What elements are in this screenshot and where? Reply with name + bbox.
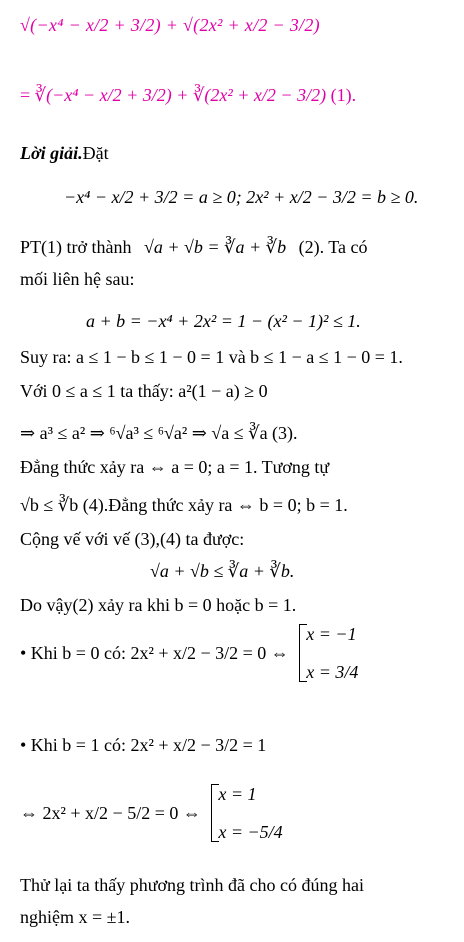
case-b1-solution-1: x = 1 [218,784,257,804]
equation-line-2-cuberoots: ∛(−x⁴ − x/2 + 3/2) + ∛(2x² + x/2 − 3/2) [34,85,327,105]
case-b1-equation: ⇔ 2x² + x/2 − 5/2 = 0 ⇔ [20,803,201,823]
case-b1-system [211,784,282,842]
cong-ve-line: Cộng vế với vế (3),(4) ta được: [20,529,245,549]
implies-line: ⇒ a³ ≤ a² ⇒ ⁶√a³ ≤ ⁶√a² ⇒ √a ≤ ∛a (3). [20,423,298,443]
equation-line-2 [20,84,456,130]
solution-intro: Đặt [82,143,109,163]
equation-line-1-text: √(−x⁴ − x/2 + 3/2) + √(2x² + x/2 − 3/2) [20,15,320,35]
voi-line: Với 0 ≤ a ≤ 1 ta thấy: a²(1 − a) ≥ 0 [20,381,268,401]
case-b1-solution-2: x = −5/4 [218,822,283,842]
case-b1-eq [20,784,456,864]
solution-label: Lời giải. [20,143,83,163]
case-b0 [20,624,456,704]
equality-b-line: √b ≤ ∛b (4).Đẳng thức xảy ra ⇔ b = 0; b = 1. [20,495,348,515]
solution-heading [20,142,456,164]
conclusion-line-2: nghiệm x = ±1. [20,907,131,927]
pt-equation: √a + √b = ∛a + ∛b [144,237,287,257]
equation-line-1 [20,14,456,60]
equality-a-line: Đẳng thức xảy ra ⇔ a = 0; a = 1. Tương tự [20,457,330,477]
suy-ra-line: Suy ra: a ≤ 1 − b ≤ 1 − 0 = 1 và b ≤ 1 − a ≤ 1 − 0 = 1. [20,347,403,367]
pt-transform-line [20,236,456,258]
do-vay-line: Do vậy(2) xảy ra khi b = 0 hoặc b = 1. [20,595,297,615]
equation-line-2-suffix: (1). [330,85,357,105]
substitution-definition: −x⁴ − x/2 + 3/2 = a ≥ 0; 2x² + x/2 − 3/2 = b ≥ 0. [64,187,419,207]
pt-text: PT(1) trở thành [20,237,132,257]
sum-inequality: √a + √b ≤ ∛a + ∛b. [150,561,295,581]
case-b0-lead: • Khi b = 0 có: 2x² + x/2 − 3/2 = 0 ⇔ [20,643,289,663]
sum-equation: a + b = −x⁴ + 2x² = 1 − (x² − 1)² ≤ 1. [86,311,361,331]
relation-line: mối liên hệ sau: [20,269,135,289]
pt-tail: (2). Ta có [298,237,368,257]
case-b0-solution-2: x = 3/4 [306,662,359,682]
case-b0-system [299,624,358,682]
equation-line-2-prefix: = [20,85,31,105]
case-b1-lead: • Khi b = 1 có: 2x² + x/2 − 3/2 = 1 [20,735,267,755]
conclusion-line-1: Thử lại ta thấy phương trình đã cho có đúng hai [20,875,364,895]
case-b0-solution-1: x = −1 [306,624,357,644]
